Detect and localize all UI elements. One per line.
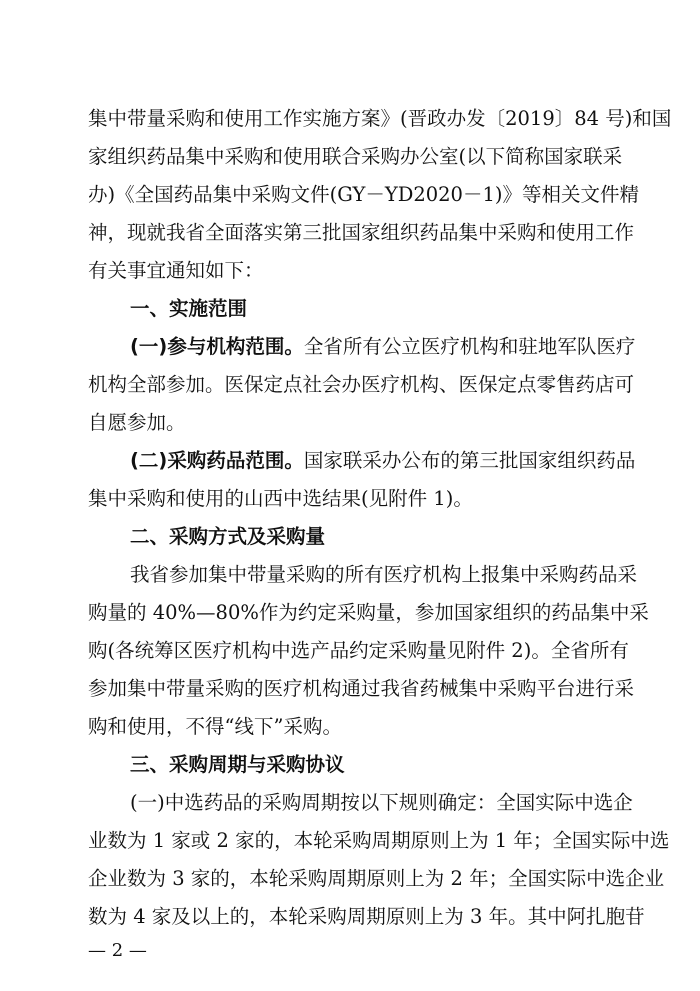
- text-line: 有关事宜通知如下：: [88, 259, 264, 282]
- item-text: 全省所有公立医疗机构和驻地军队医疗: [303, 335, 636, 358]
- text-line: 参加集中带量采购的医疗机构通过我省药械集中采购平台进行采: [88, 677, 635, 700]
- item-paragraph-line: [130, 446, 636, 476]
- item-paragraph-line: [130, 332, 636, 362]
- text-line: 购量的 40%—80%作为约定采购量，参加国家组织的药品集中采: [88, 601, 649, 624]
- text-line: 集中采购和使用的山西中选结果(见附件 1)。: [88, 487, 473, 510]
- section-heading: 二、采购方式及采购量: [130, 525, 326, 548]
- item-title: (一)参与机构范围。: [130, 335, 304, 358]
- text-line: 数为 4 家及以上的，本轮采购周期原则上为 3 年。其中阿扎胞苷: [88, 905, 645, 928]
- section-heading: 一、实施范围: [130, 297, 248, 320]
- item-title: (二)采购药品范围。: [130, 449, 304, 472]
- item-text: 国家联采办公布的第三批国家组织药品: [303, 449, 636, 472]
- text-line: 业数为 1 家或 2 家的，本轮采购周期原则上为 1 年；全国实际中选: [88, 829, 670, 852]
- text-line: 我省参加集中带量采购的所有医疗机构上报集中采购药品采: [130, 563, 638, 586]
- text-line: 办)《全国药品集中采购文件(GY－YD2020－1)》等相关文件精: [88, 183, 639, 206]
- text-line: 神，现就我省全面落实第三批国家组织药品集中采购和使用工作: [88, 221, 635, 244]
- page-number: — 2 —: [88, 940, 147, 961]
- text-line: 家组织药品集中采购和使用联合采购办公室(以下简称国家联采: [88, 145, 623, 168]
- text-line: 购和使用，不得“线下”采购。: [88, 715, 342, 738]
- text-line: 自愿参加。: [88, 411, 186, 434]
- section-heading: 三、采购周期与采购协议: [130, 753, 345, 776]
- text-line: 集中带量采购和使用工作实施方案》(晋政办发〔2019〕84 号)和国: [88, 107, 672, 130]
- text-line: 购(各统筹区医疗机构中选产品约定采购量见附件 2)。全省所有: [88, 639, 629, 662]
- text-line: 企业数为 3 家的，本轮采购周期原则上为 2 年；全国实际中选企业: [88, 867, 665, 890]
- text-line: (一)中选药品的采购周期按以下规则确定：全国实际中选企: [130, 791, 633, 814]
- text-line: 机构全部参加。医保定点社会办医疗机构、医保定点零售药店可: [88, 373, 635, 396]
